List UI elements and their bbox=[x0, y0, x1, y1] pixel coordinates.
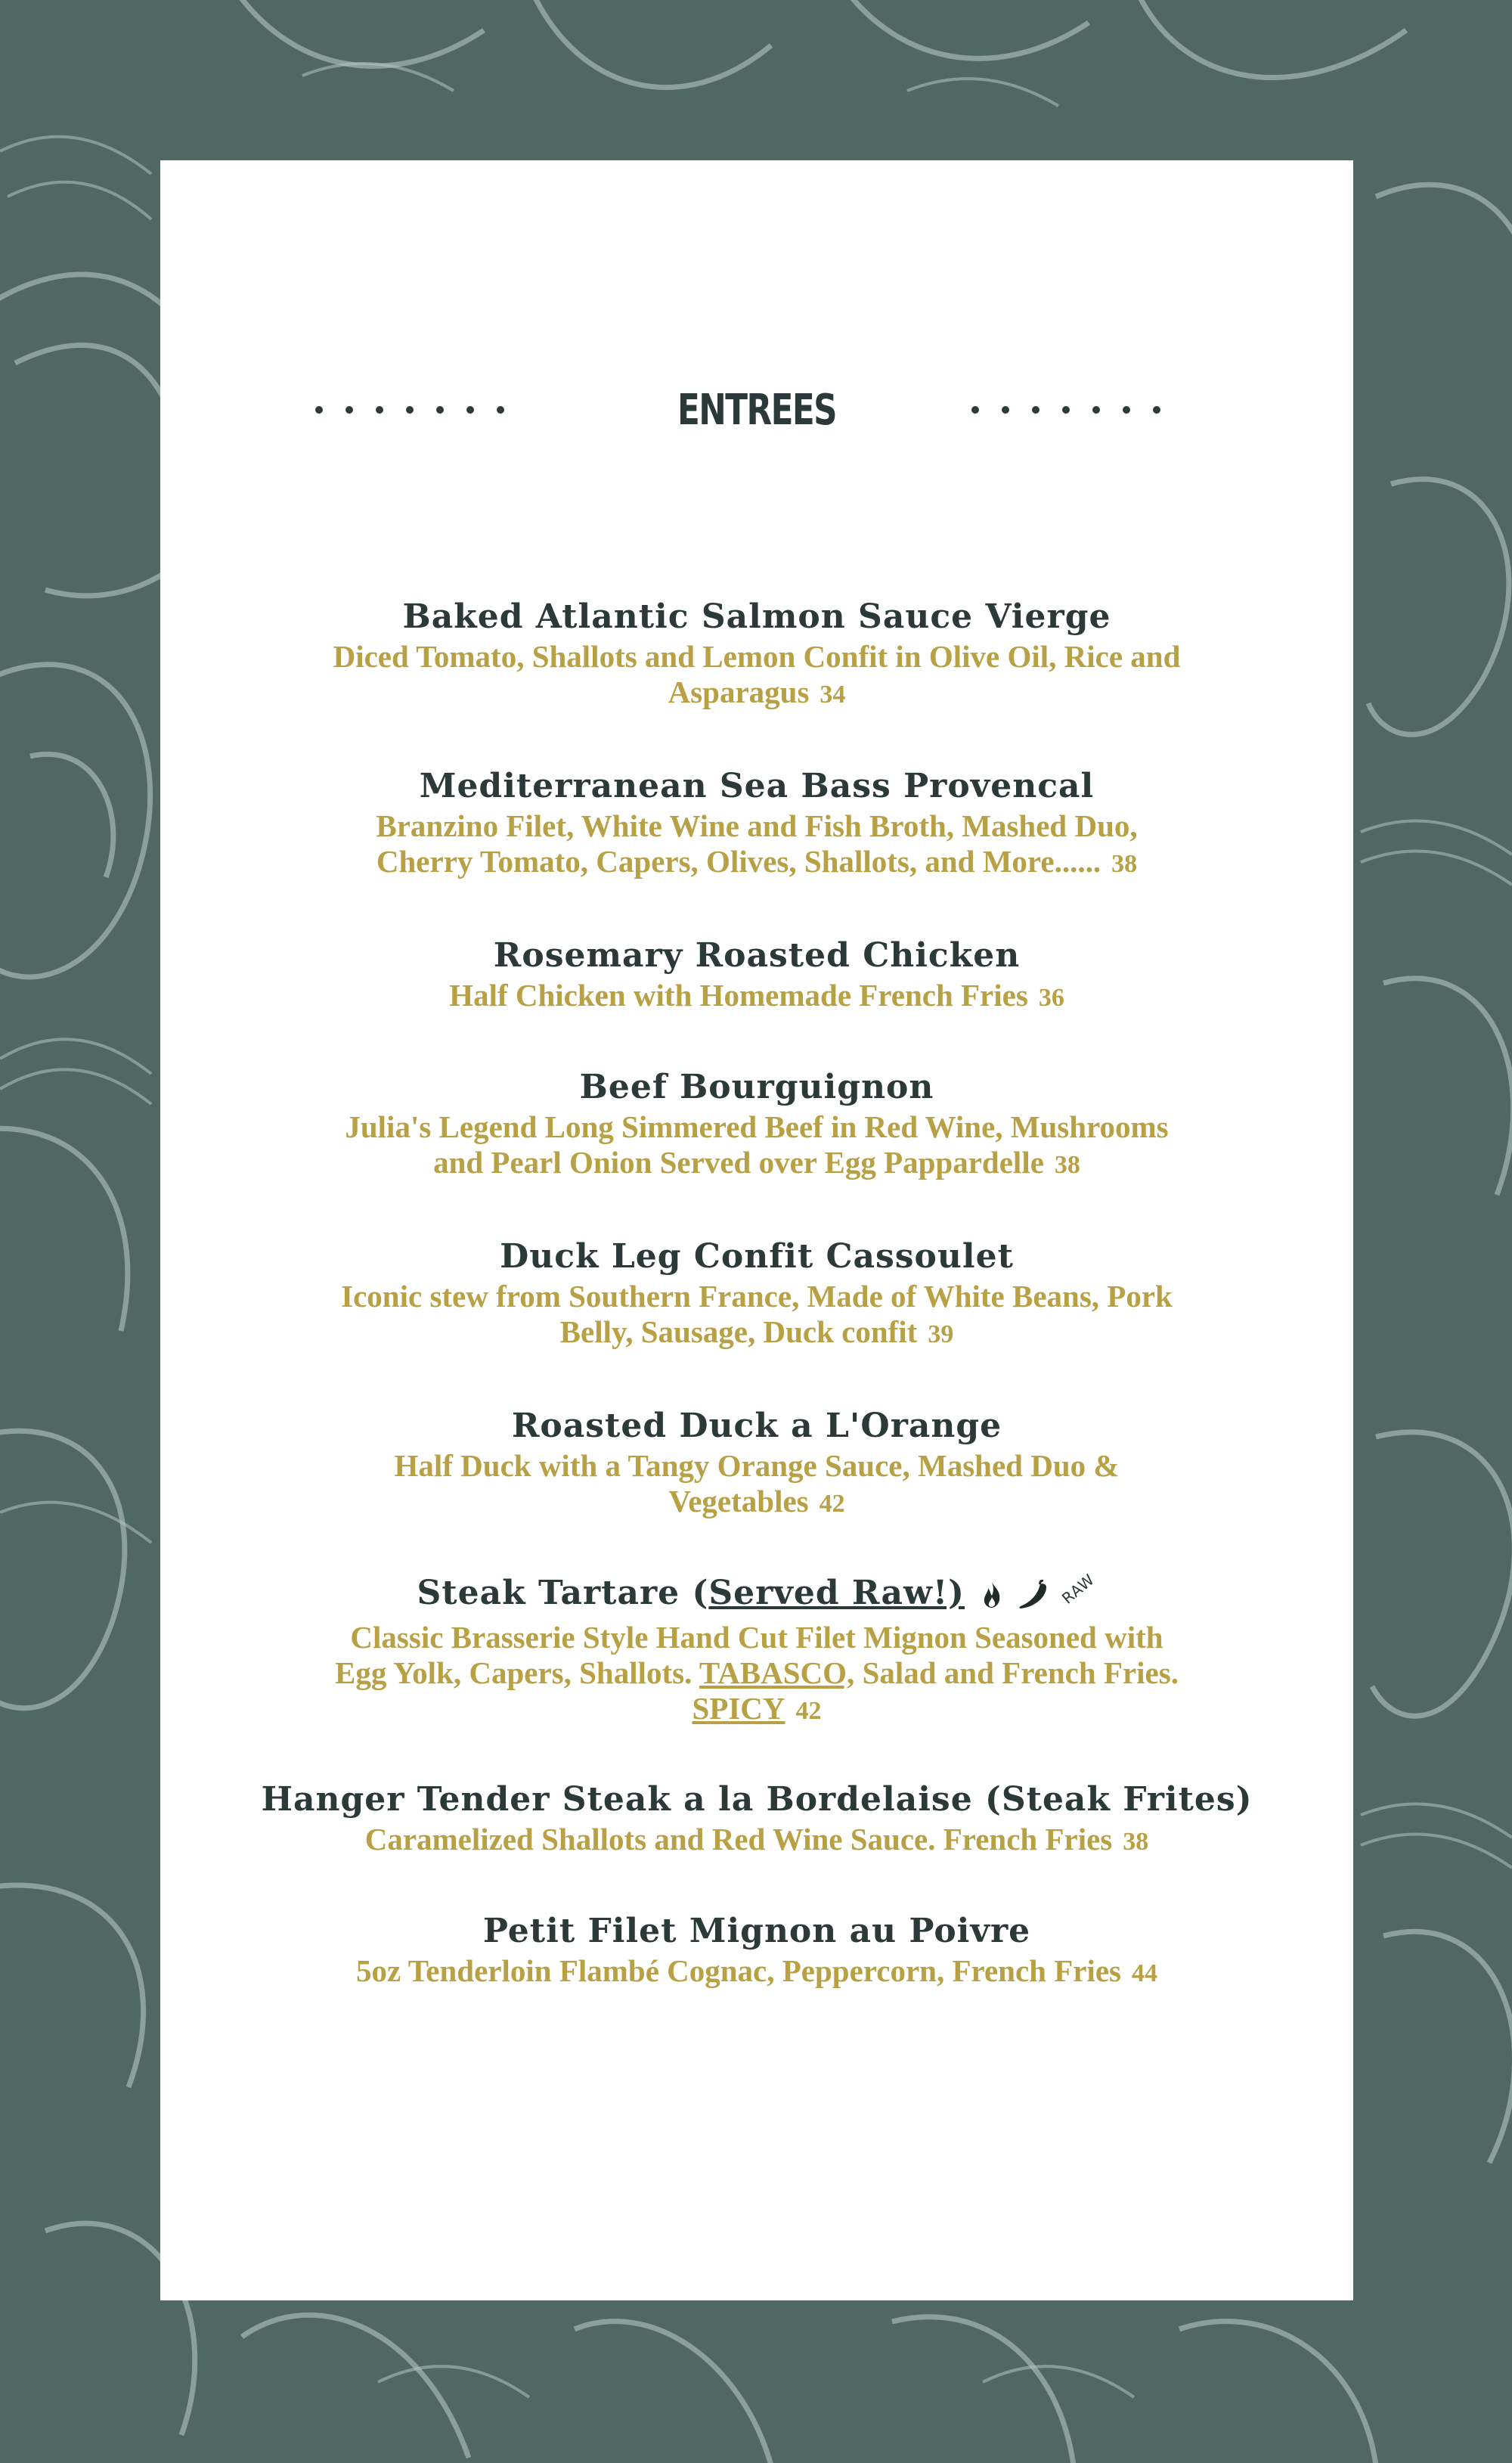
menu-item bbox=[160, 1066, 1353, 1235]
item-price: 38 bbox=[1123, 1828, 1149, 1856]
item-price: 42 bbox=[819, 1490, 845, 1518]
description-line: Iconic stew from Southern France, Made of White Beans, Pork bbox=[341, 1279, 1173, 1314]
description-line: Julia's Legend Long Simmered Beef in Red Wine, Mushrooms bbox=[345, 1109, 1169, 1144]
tabasco-label: TABASCO, bbox=[699, 1655, 855, 1690]
item-description bbox=[303, 1279, 1210, 1352]
chili-pepper-icon bbox=[1016, 1580, 1049, 1610]
item-description bbox=[303, 808, 1210, 882]
menu-item bbox=[160, 1778, 1353, 1909]
description-line: Caramelized Shallots and Red Wine Sauce. French Fries bbox=[364, 1822, 1113, 1857]
item-description bbox=[303, 639, 1210, 712]
description-line: Egg Yolk, Capers, Shallots. bbox=[335, 1655, 692, 1690]
description-line: Belly, Sausage, Duck confit bbox=[559, 1314, 918, 1349]
item-name: Mediterranean Sea Bass Provencal bbox=[419, 767, 1095, 805]
spicy-label: SPICY bbox=[692, 1691, 785, 1726]
description-line: Cherry Tomato, Capers, Olives, Shallots, and More...... bbox=[376, 844, 1101, 879]
description-line: Classic Brasserie Style Hand Cut Filet Mignon Seasoned with bbox=[350, 1620, 1163, 1655]
menu-items bbox=[160, 595, 1353, 2041]
raw-label: RAW bbox=[1058, 1570, 1098, 1608]
item-description bbox=[303, 1953, 1210, 1991]
item-name: Baked Atlantic Salmon Sauce Vierge bbox=[402, 597, 1111, 636]
item-price: 34 bbox=[820, 681, 846, 709]
item-price: 44 bbox=[1132, 1959, 1157, 1987]
item-name: Roasted Duck a L'Orange bbox=[511, 1407, 1002, 1445]
description-line: Diced Tomato, Shallots and Lemon Confit in Olive Oil, Rice and bbox=[333, 639, 1181, 674]
item-price: 39 bbox=[928, 1320, 954, 1348]
item-price: 36 bbox=[1038, 984, 1064, 1012]
served-raw-label: Served Raw!) bbox=[708, 1574, 965, 1612]
item-description bbox=[303, 1109, 1210, 1183]
dietary-icons bbox=[981, 1571, 1096, 1620]
description-line: Half Duck with a Tangy Orange Sauce, Mashed Duo & bbox=[394, 1448, 1120, 1483]
description-line: Half Chicken with Homemade French Fries bbox=[449, 978, 1028, 1013]
item-description bbox=[303, 1822, 1210, 1860]
menu-item bbox=[160, 1404, 1353, 1571]
item-name bbox=[160, 1571, 1353, 1620]
menu-item bbox=[160, 1571, 1353, 1778]
item-name: Rosemary Roasted Chicken bbox=[493, 936, 1021, 975]
menu-item bbox=[160, 1909, 1353, 2041]
item-description bbox=[303, 1620, 1210, 1729]
item-description bbox=[303, 978, 1210, 1016]
decorative-dots-right bbox=[971, 364, 1183, 455]
description-line: Asparagus bbox=[668, 675, 810, 709]
menu-item bbox=[160, 595, 1353, 765]
item-name-prefix: Steak Tartare ( bbox=[417, 1574, 709, 1612]
menu-item bbox=[160, 934, 1353, 1066]
menu-item bbox=[160, 765, 1353, 934]
description-line: Salad and French Fries. bbox=[862, 1655, 1179, 1690]
menu-card bbox=[160, 160, 1353, 2300]
menu-item bbox=[160, 1235, 1353, 1404]
item-name: Hanger Tender Steak a la Bordelaise (Steak Frites) bbox=[261, 1780, 1253, 1819]
item-price: 42 bbox=[795, 1697, 822, 1725]
item-name: Petit Filet Mignon au Poivre bbox=[482, 1912, 1031, 1950]
description-line: Branzino Filet, White Wine and Fish Broth, Mashed Duo, bbox=[376, 808, 1138, 843]
item-description bbox=[303, 1448, 1210, 1522]
item-name: Duck Leg Confit Cassoulet bbox=[500, 1237, 1014, 1276]
section-header bbox=[160, 364, 1353, 455]
item-price: 38 bbox=[1111, 850, 1138, 878]
description-line: and Pearl Onion Served over Egg Pappardelle bbox=[433, 1145, 1044, 1180]
section-title: ENTREES bbox=[677, 385, 837, 435]
item-name: Beef Bourguignon bbox=[579, 1068, 934, 1106]
description-line: 5oz Tenderloin Flambé Cognac, Peppercorn, French Fries bbox=[355, 1953, 1121, 1988]
description-line: Vegetables bbox=[668, 1484, 809, 1518]
item-price: 38 bbox=[1054, 1151, 1080, 1179]
fire-icon bbox=[981, 1580, 1002, 1609]
